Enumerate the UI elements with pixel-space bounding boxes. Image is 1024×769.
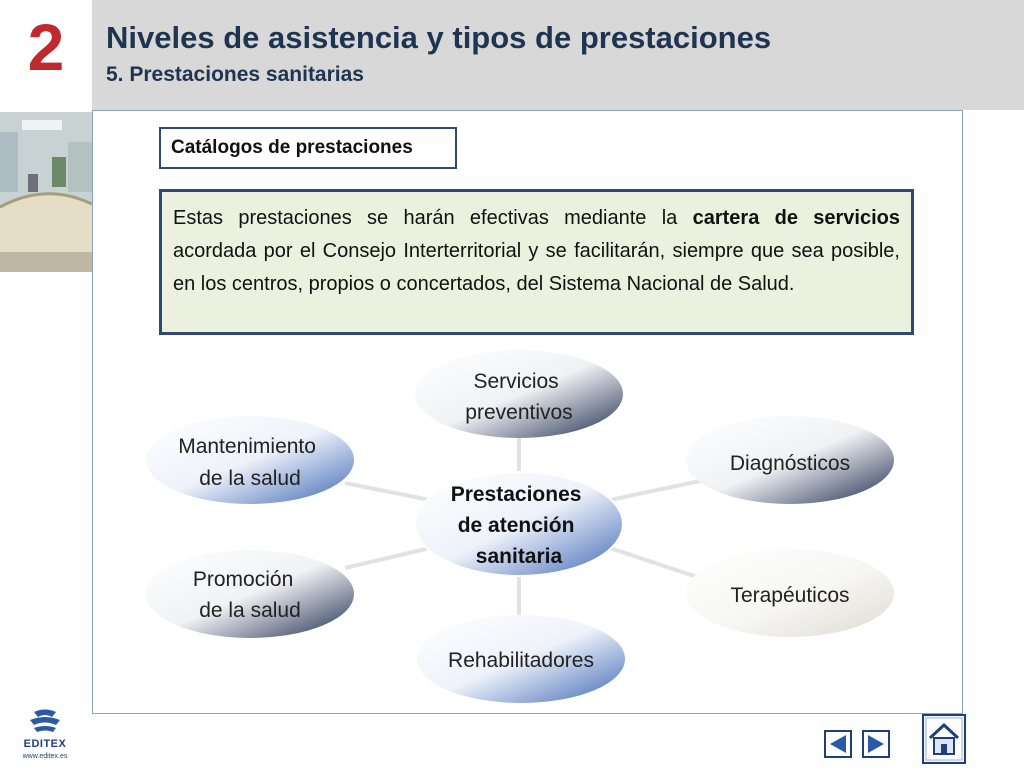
info-text-highlight: cartera de servicios: [692, 207, 901, 229]
node-terapeuticos: [686, 549, 894, 637]
node-mantenimiento-salud: [146, 416, 354, 504]
info-text-intro: Estas prestaciones se harán efectivas mediante la: [173, 207, 693, 229]
center-node: [415, 472, 623, 576]
node-promocion-salud: [146, 550, 354, 638]
node-label-line: Rehabilitadores: [448, 649, 594, 672]
center-label-line: de atención: [457, 514, 575, 537]
svg-text:Diagnósticos: [730, 452, 850, 475]
triangle-right-icon: [862, 730, 890, 758]
home-button[interactable]: [922, 714, 966, 764]
next-button[interactable]: [862, 730, 890, 758]
page-subtitle: 5. Prestaciones sanitarias: [106, 63, 364, 86]
page-title: Niveles de asistencia y tipos de prestaciones: [106, 20, 772, 55]
node-label-line: de la salud: [199, 467, 301, 490]
prev-button[interactable]: [824, 730, 852, 758]
info-text-rest: acordada por el Consejo Interterritorial y se facilitarán, siempre que sea posible, en los centros, propios o concertados, del Sistema Nacional de Salud.: [173, 240, 900, 295]
node-diagnosticos: [686, 416, 894, 504]
node-rehabilitadores: [417, 615, 625, 703]
node-servicios-preventivos: [415, 350, 623, 438]
node-label-line: Servicios: [473, 370, 559, 393]
logo-url: www.editex.es: [22, 753, 68, 760]
svg-text:Terapéuticos: [730, 584, 849, 607]
section-label: Catálogos de prestaciones: [159, 127, 457, 169]
node-label-line: Diagnósticos: [729, 452, 851, 475]
node-label-line: Promoción: [192, 568, 294, 591]
node-label-line: Mantenimiento: [178, 435, 316, 458]
home-icon: [922, 714, 966, 764]
center-label-line: sanitaria: [475, 545, 563, 568]
node-label-line: preventivos: [465, 401, 573, 424]
node-label-line: de la salud: [199, 599, 301, 622]
node-label-line: Terapéuticos: [730, 584, 850, 607]
triangle-left-icon: [824, 730, 852, 758]
center-label-line: Prestaciones: [450, 483, 582, 506]
logo-text: EDITEX: [23, 738, 67, 750]
chapter-number: 2: [27, 10, 65, 84]
svg-text:Rehabilitadores: [448, 649, 594, 672]
